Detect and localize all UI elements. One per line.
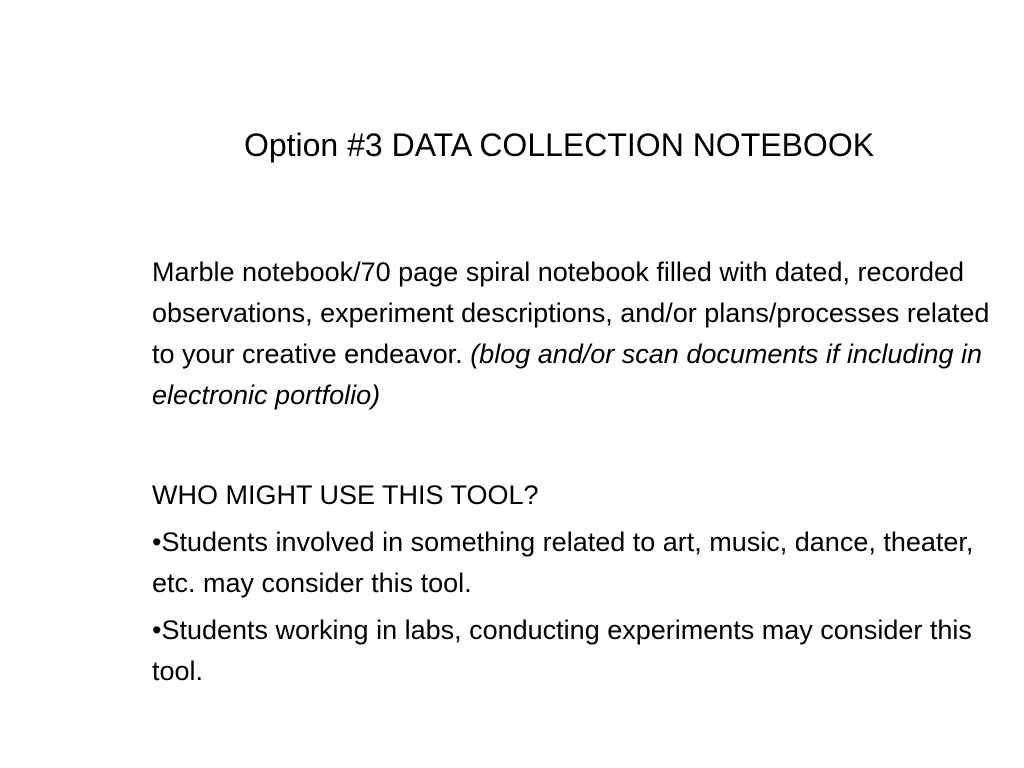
slide-title-container (0, 123, 1024, 167)
slide-body (152, 252, 1012, 698)
description-italic-note: (blog and/or scan documents if including in electronic portfolio) (152, 339, 982, 410)
bullet-item-labs: •Students working in labs, conducting experiments may consider this tool. (152, 615, 972, 686)
slide-title: Option #3 DATA COLLECTION NOTEBOOK (243, 127, 875, 163)
bullet-item-arts: •Students involved in something related to art, music, dance, theater, etc. may consider this tool. (152, 527, 974, 598)
description-paragraph (152, 252, 1012, 416)
who-might-use-heading: WHO MIGHT USE THIS TOOL? (152, 480, 539, 510)
description-text: Marble notebook/70 page spiral notebook filled with dated, recorded observations, experiment descriptions, and/or plans/processes related to your creative endeavor. (152, 257, 990, 369)
